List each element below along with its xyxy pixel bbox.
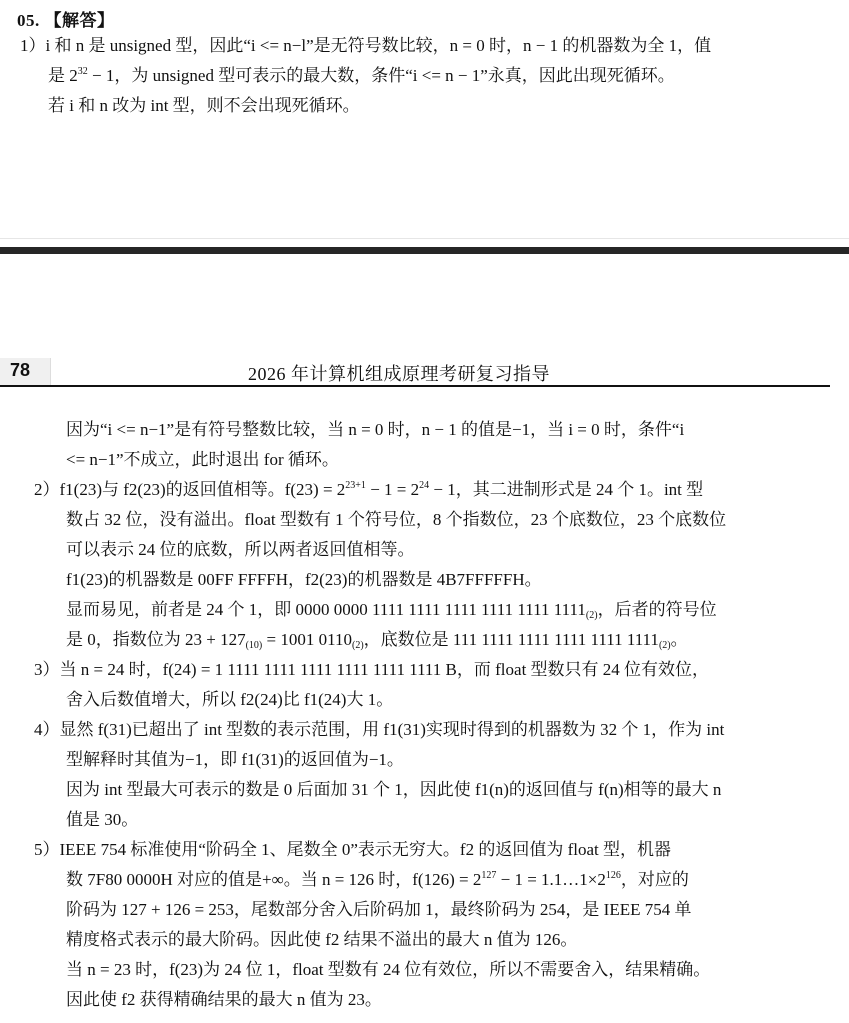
text: 3）当 n = 24 时，f(24) = 1 1111 1111 1111 1111 1111 1111 B，而 float 型数只有 24 位有效位， <box>34 660 710 679</box>
page-number: 78 <box>10 360 31 380</box>
text: 可以表示 24 位的底数，所以两者返回值相等。 <box>66 540 415 559</box>
text: 型解释时其值为−1，即 f1(31)的返回值为−1。 <box>66 750 404 769</box>
text: 是 2 <box>48 66 78 85</box>
body-line <box>66 418 684 442</box>
text: 因为“i <= n−1”是有符号整数比较，当 n = 0 时，n − 1 的值是−1，当 i = 0 时，条件“i <box>66 420 685 439</box>
text: <= n−1”不成立，此时退出 for 循环。 <box>66 450 339 469</box>
text: 5）IEEE 754 标准使用“阶码全 1、尾数全 0”表示无穷大。f2 的返回值为 float 型，机器 <box>34 840 671 859</box>
body-line <box>66 928 577 952</box>
answer-heading: 05. 【解答】 <box>17 11 115 30</box>
text: − 1 = 1.1…1×2 <box>496 870 606 889</box>
page-divider-bar <box>0 247 849 254</box>
body-line <box>66 988 382 1012</box>
text: 1）i 和 n 是 unsigned 型，因此“i <= n−l”是无符号数比较，n = 0 时，n − 1 的机器数为全 1，值 <box>20 36 712 55</box>
superscript: 32 <box>77 66 88 77</box>
text: 阶码为 127 + 126 = 253，尾数部分舍入后阶码加 1，最终阶码为 254，是 IEEE 754 单 <box>66 900 692 919</box>
body-line <box>66 598 717 622</box>
body-line <box>66 538 415 562</box>
text: 2）f1(23)与 f2(23)的返回值相等。f(23) = 2 <box>34 480 346 499</box>
text: 舍入后数值增大，所以 f2(24)比 f1(24)大 1。 <box>66 690 394 709</box>
body-line <box>66 748 404 772</box>
text: 因为 int 型最大可表示的数是 0 后面加 31 个 1，因此使 f1(n)的返回值与 f(n)相等的最大 n <box>66 780 722 799</box>
body-line <box>66 628 688 652</box>
text: f1(23)的机器数是 00FF FFFFH，f2(23)的机器数是 4B7FFFFFH。 <box>66 570 542 589</box>
body-line <box>34 478 703 502</box>
text: ，对应的 <box>620 870 689 889</box>
body-line <box>66 868 689 892</box>
text: 4）显然 f(31)已超出了 int 型数的表示范围，用 f1(31)实现时得到的机器数为 32 个 1，作为 int <box>34 720 725 739</box>
page-edge <box>0 238 849 239</box>
body-line <box>66 688 393 712</box>
text: 显而易见，前者是 24 个 1，即 0000 0000 1111 1111 1111 1111 1111 1111 <box>66 600 586 619</box>
text: 当 n = 23 时，f(23)为 24 位 1，float 型数有 24 位有效位，所以不需要舍入，结果精确。 <box>66 960 711 979</box>
answer-line-2 <box>48 64 675 88</box>
text: − 1，为 unsigned 型可表示的最大数，条件“i <= n − 1”永真，因此出现死循环。 <box>87 66 675 85</box>
body-line <box>66 898 692 922</box>
body-line <box>34 838 671 862</box>
superscript: 24 <box>419 480 430 491</box>
superscript: 126 <box>605 870 621 881</box>
text: = 1001 0110 <box>262 630 352 649</box>
body-line <box>34 658 709 682</box>
subscript: (2) <box>351 640 364 651</box>
text: − 1，其二进制形式是 24 个 1。int 型 <box>429 480 704 499</box>
text: 数占 32 位，没有溢出。float 型数有 1 个符号位，8 个指数位，23 个底数位，23 个底数位 <box>66 510 727 529</box>
text: 因此使 f2 获得精确结果的最大 n 值为 23。 <box>66 990 382 1009</box>
header-rule <box>0 385 830 387</box>
body-line <box>66 778 721 802</box>
body-line <box>66 448 339 472</box>
superscript: 23+1 <box>345 480 366 491</box>
text: 值是 30。 <box>66 810 139 829</box>
subscript: (2) <box>658 640 671 651</box>
subscript: (10) <box>245 640 263 651</box>
text: ，后者的符号位 <box>597 600 717 619</box>
body-line <box>66 958 710 982</box>
text: ，底数位是 111 1111 1111 1111 1111 1111 <box>363 630 659 649</box>
superscript: 127 <box>481 870 497 881</box>
body-line <box>66 808 138 832</box>
text: 是 0，指数位为 23 + 127 <box>66 630 246 649</box>
answer-line-3 <box>48 94 360 118</box>
text: 数 7F80 0000H 对应的值是+∞。当 n = 126 时，f(126) = 2 <box>66 870 482 889</box>
text: 若 i 和 n 改为 int 型，则不会出现死循环。 <box>48 96 360 115</box>
previous-page-fragment <box>0 0 849 240</box>
body-line <box>34 718 724 742</box>
answer-line-1 <box>20 34 711 58</box>
body-line <box>66 568 542 592</box>
text: − 1 = 2 <box>365 480 420 499</box>
text: 精度格式表示的最大阶码。因此使 f2 结果不溢出的最大 n 值为 126。 <box>66 930 578 949</box>
running-title: 2026 年计算机组成原理考研复习指导 <box>248 364 550 384</box>
text: 。 <box>670 630 688 649</box>
subscript: (2) <box>585 610 598 621</box>
body-line <box>66 508 726 532</box>
